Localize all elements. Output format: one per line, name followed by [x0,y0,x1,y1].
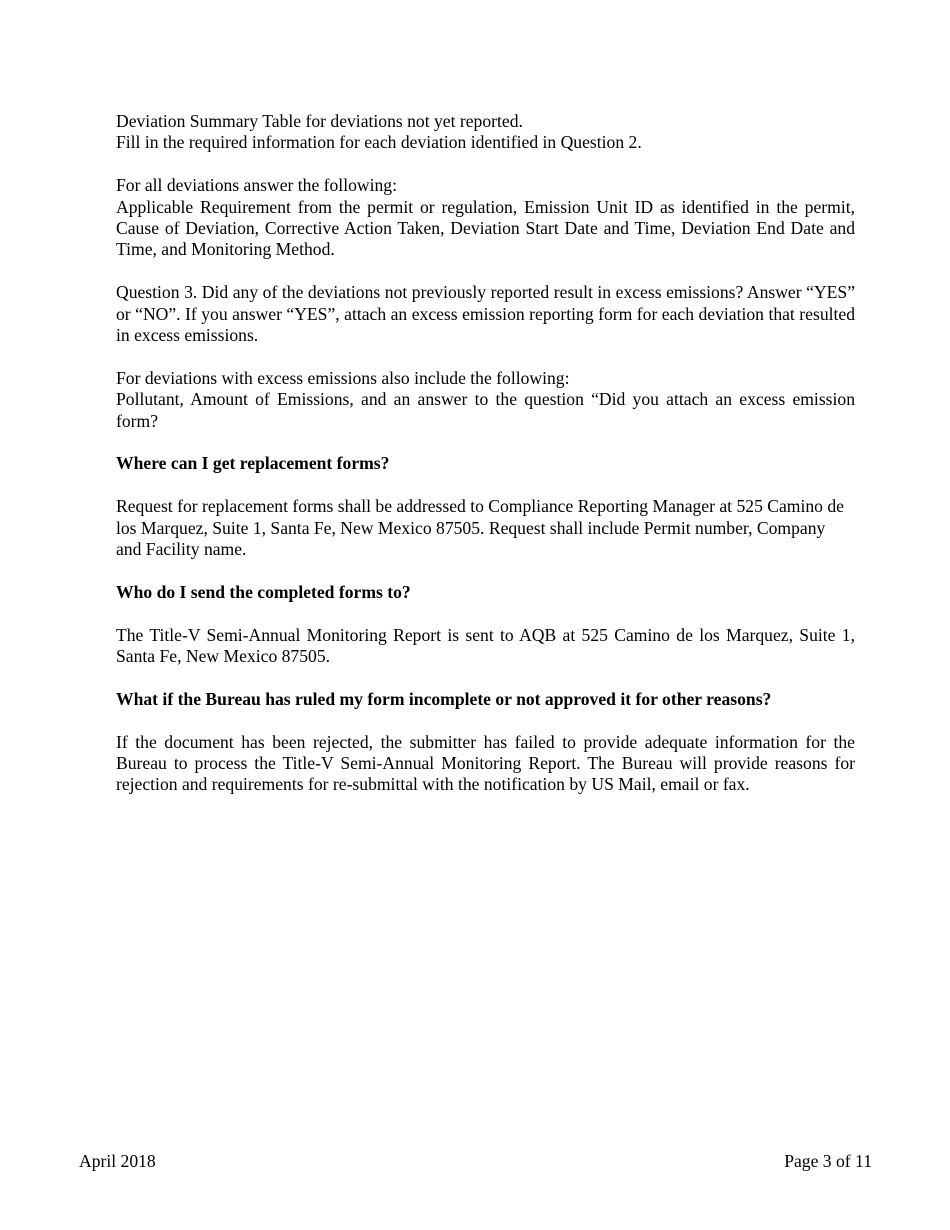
rejected-text: If the document has been rejected, the submitter has failed to provide adequate information for the Bureau to process the Title-V Semi-Annual Monitoring Report. The Bureau will provide reasons for rejection and requirements for re-submittal with the notification by US Mail, email or fax. [116,731,855,795]
spacer [116,560,855,581]
spacer [116,475,855,496]
document-body [116,111,855,796]
question-3-text: Question 3. Did any of the deviations not previously reported result in excess emissions? Answer “YES” or “NO”. If you answer “YES”, attach an excess emission reporting form for each deviation that resulted in excess emissions. [116,282,855,346]
spacer [116,154,855,175]
replacement-forms-text: Request for replacement forms shall be addressed to Compliance Reporting Manager at 525 Camino de los Marquez, Suite 1, Santa Fe, New Mexico 87505. Request shall include Permit number, Company and Facility name. [116,496,844,560]
send-to-heading: Who do I send the completed forms to? [116,581,411,602]
spacer [116,710,855,731]
send-to-text: The Title-V Semi-Annual Monitoring Report is sent to AQB at 525 Camino de los Marquez, Suite 1, Santa Fe, New Mexico 87505. [116,624,855,667]
rejected-heading: What if the Bureau has ruled my form incomplete or not approved it for other reasons? [116,688,772,709]
spacer [116,261,855,282]
replacement-forms-heading: Where can I get replacement forms? [116,453,390,474]
intro-line-2: Fill in the required information for each deviation identified in Question 2. [116,132,642,153]
all-deviations-text: Applicable Requirement from the permit or regulation, Emission Unit ID as identified in the permit, Cause of Deviation, Corrective Action Taken, Deviation Start Date and Time, Deviation End Date and Time, and Monitoring Method. [116,196,855,260]
spacer [116,346,855,367]
intro-line-1: Deviation Summary Table for deviations not yet reported. [116,111,523,131]
spacer [116,432,855,453]
excess-deviations-lead: For deviations with excess emissions also include the following: [116,367,570,388]
spacer [116,667,855,688]
footer-page-number: Page 3 of 11 [784,1151,872,1171]
excess-deviations-text: Pollutant, Amount of Emissions, and an answer to the question “Did you attach an excess emission form? [116,389,855,431]
footer-date: April 2018 [79,1151,156,1171]
all-deviations-lead: For all deviations answer the following: [116,175,397,196]
spacer [116,603,855,624]
